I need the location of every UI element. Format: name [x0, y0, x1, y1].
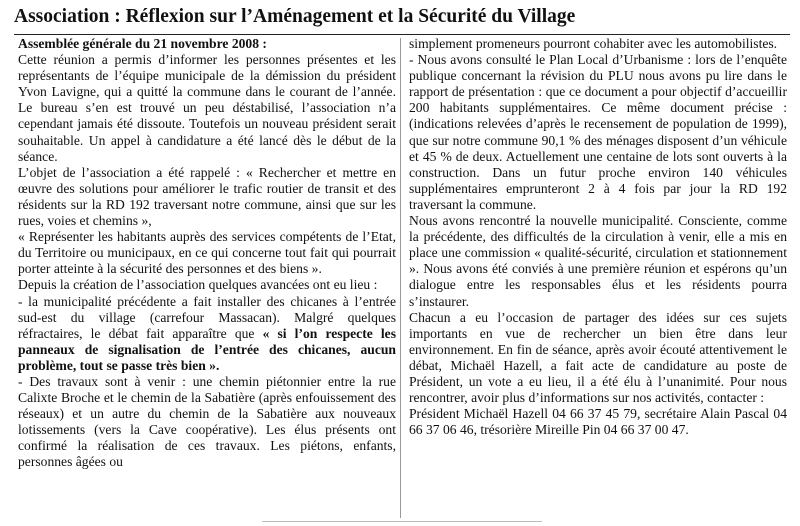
paragraph-progress-intro: Depuis la création de l’association quelques avancées ont eu lieu :: [18, 277, 378, 293]
article-title: Association : Réflexion sur l’Aménagement et la Sécurité du Village: [14, 6, 576, 27]
bottom-rule: [262, 521, 542, 522]
paragraph-pedestrians: simplement promeneurs pourront cohabiter avec les automobilistes.: [409, 36, 778, 51]
paragraph-object: L’objet de l’association a été rappelé : « Rechercher et mettre en œuvre des solutions pour améliorer le trafic routier de transit et des résidents sur la RD 192 traversant notre commune, ainsi que sur les rues, voies et chemins »,: [18, 164, 396, 229]
paragraph-plu: - Nous avons consulté le Plan Local d’Urbanisme : lors de l’enquête publique concernant la révision du PLU nous avons pu lire dans le rapport de présentation : que ce document a pour objectif d’accueillir 200 habitants supplémentaires. Ce même document précise : (indications relevées d’après le recensement de population de 1999), que sur notre commune 90,1 % des ménages disposent d’un véhicule et 45 % de deux. Actuellement une centaine de lots sont ouverts à la construction. Dans un futur proche environ 140 véhicules supplémentaires emprunteront 2 à 4 fois par jour la RD 192 traversant la commune.: [409, 52, 787, 212]
paragraph-resignation: Cette réunion a permis d’informer les personnes présentes et les représentants de l’équipe municipale de la démission du président Yvon Lavigne, qui a quitté la commune dans le courant de l’année. Le bureau s’en est trouvé un peu déstabilisé, l’association n’a cependant jamais été dissoute. Toutefois un nouveau président serait souhaitable. Un appel à candidature a été lancé dès le début de la séance.: [18, 52, 396, 164]
paragraph-election: Chacun a eu l’occasion de partager des idées sur ces sujets importants en vue de rechercher un bien être dans leur environnement. En fin de séance, après avoir écouté attentivement le débat, Michaël Hazell, a fait acte de candidature au poste de Président, un vote a eu lieu, il a été élu à l’unanimité. Pour nous rencontrer, avoir plus d’informations sur nos activités, contacter :: [409, 309, 787, 406]
left-column: [18, 36, 396, 471]
paragraph-municipality: Nous avons rencontré la nouvelle municipalité. Consciente, comme la précédente, des difficultés de la circulation à venir, elle a mis en place une commission « qualité-sécurité, circulation et stationnement ». Nous avons été conviés à une première réunion et espérons qu’un dialogue entre les responsables élus et les résidents pourra s’instaurer.: [409, 213, 787, 309]
paragraph-representation: « Représenter les habitants auprès des services compétents de l’Etat, du Territoire ou municipaux, en ce qui concerne tout fait qui pourrait porter atteinte à la sécurité des personnes et des biens ».: [18, 229, 396, 277]
column-divider: [400, 38, 401, 518]
paragraph-chicanes: [18, 294, 396, 374]
title-underline: [14, 34, 790, 35]
right-column: [409, 36, 787, 438]
paragraph-works: - Des travaux sont à venir : une chemin piétonnier entre la rue Calixte Broche et le chemin de la Sabatière (après enfouissement des réseaux) et un autre du chemin de la Sabatière aux nouveaux lotissements (vers la Cave coopérative). Les élus présents ont confirmé la réalisation de ces travaux. Les piétons, enfants, personnes âgées ou: [18, 373, 396, 470]
chicanes-text: - la municipalité précédente a fait installer des chicanes à l’entrée sud-est du village (carrefour Massacan). Malgré quelques réfractaires, le débat fait apparaître que: [18, 293, 396, 341]
chicanes-quote: « si l’on respecte les panneaux de signalisation de l’entrée des chicanes, aucun problème, tout se passe très bien ».: [18, 325, 396, 373]
meeting-heading: Assemblée générale du 21 novembre 2008 :: [18, 36, 267, 51]
paragraph-contacts: Président Michaël Hazell 04 66 37 45 79, secrétaire Alain Pascal 04 66 37 06 46, trésorière Mireille Pin 04 66 37 00 47.: [409, 406, 787, 438]
